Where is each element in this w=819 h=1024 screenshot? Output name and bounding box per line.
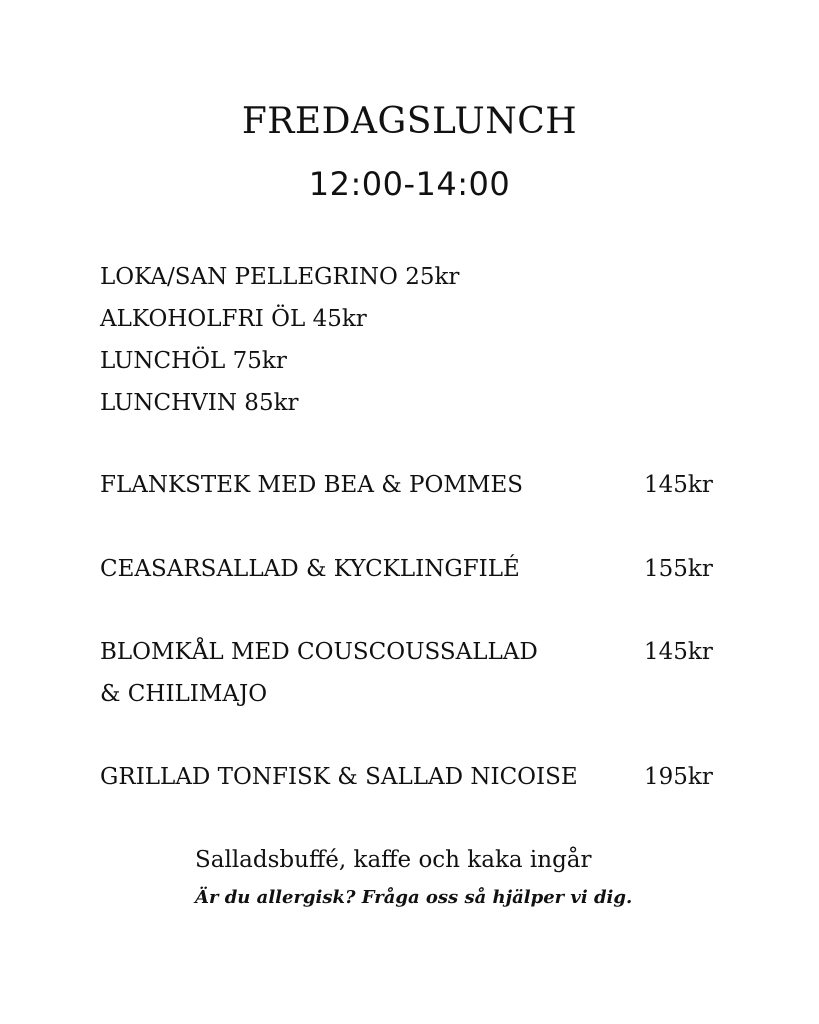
dish-name	[100, 756, 630, 798]
dish-name	[100, 464, 630, 506]
drink-item-loka: LOKA/SAN PELLEGRINO 25kr	[100, 264, 460, 290]
dish-price: 145kr	[644, 639, 713, 665]
drink-item-lunchol: LUNCHÖL 75kr	[100, 348, 287, 374]
menu-title: FREDAGSLUNCH	[241, 101, 578, 142]
drink-item-lunchvin: LUNCHVIN 85kr	[100, 390, 299, 416]
dish-name-line: GRILLAD TONFISK & SALLAD NICOISE	[100, 764, 578, 790]
drink-item-alkoholfri-ol: ALKOHOLFRI ÖL 45kr	[100, 306, 367, 332]
lunch-hours: 12:00-14:00	[308, 165, 511, 203]
allergy-note: Är du allergisk? Fråga oss så hjälper vi dig.	[195, 887, 633, 908]
dish-name-line: BLOMKÅL MED COUSCOUSSALLAD	[100, 639, 538, 665]
dish-name	[100, 631, 630, 715]
included-note: Salladsbuffé, kaffe och kaka ingår	[195, 847, 592, 873]
dish-price: 195kr	[644, 764, 713, 790]
dish-price: 155kr	[644, 556, 713, 582]
drinks-list	[100, 256, 459, 424]
dish-name-line: & CHILIMAJO	[100, 681, 268, 707]
dish-name	[100, 548, 630, 590]
dish-name-line: FLANKSTEK MED BEA & POMMES	[100, 472, 523, 498]
dish-price: 145kr	[644, 472, 713, 498]
dish-name-line: CEASARSALLAD & KYCKLINGFILÉ	[100, 556, 520, 582]
